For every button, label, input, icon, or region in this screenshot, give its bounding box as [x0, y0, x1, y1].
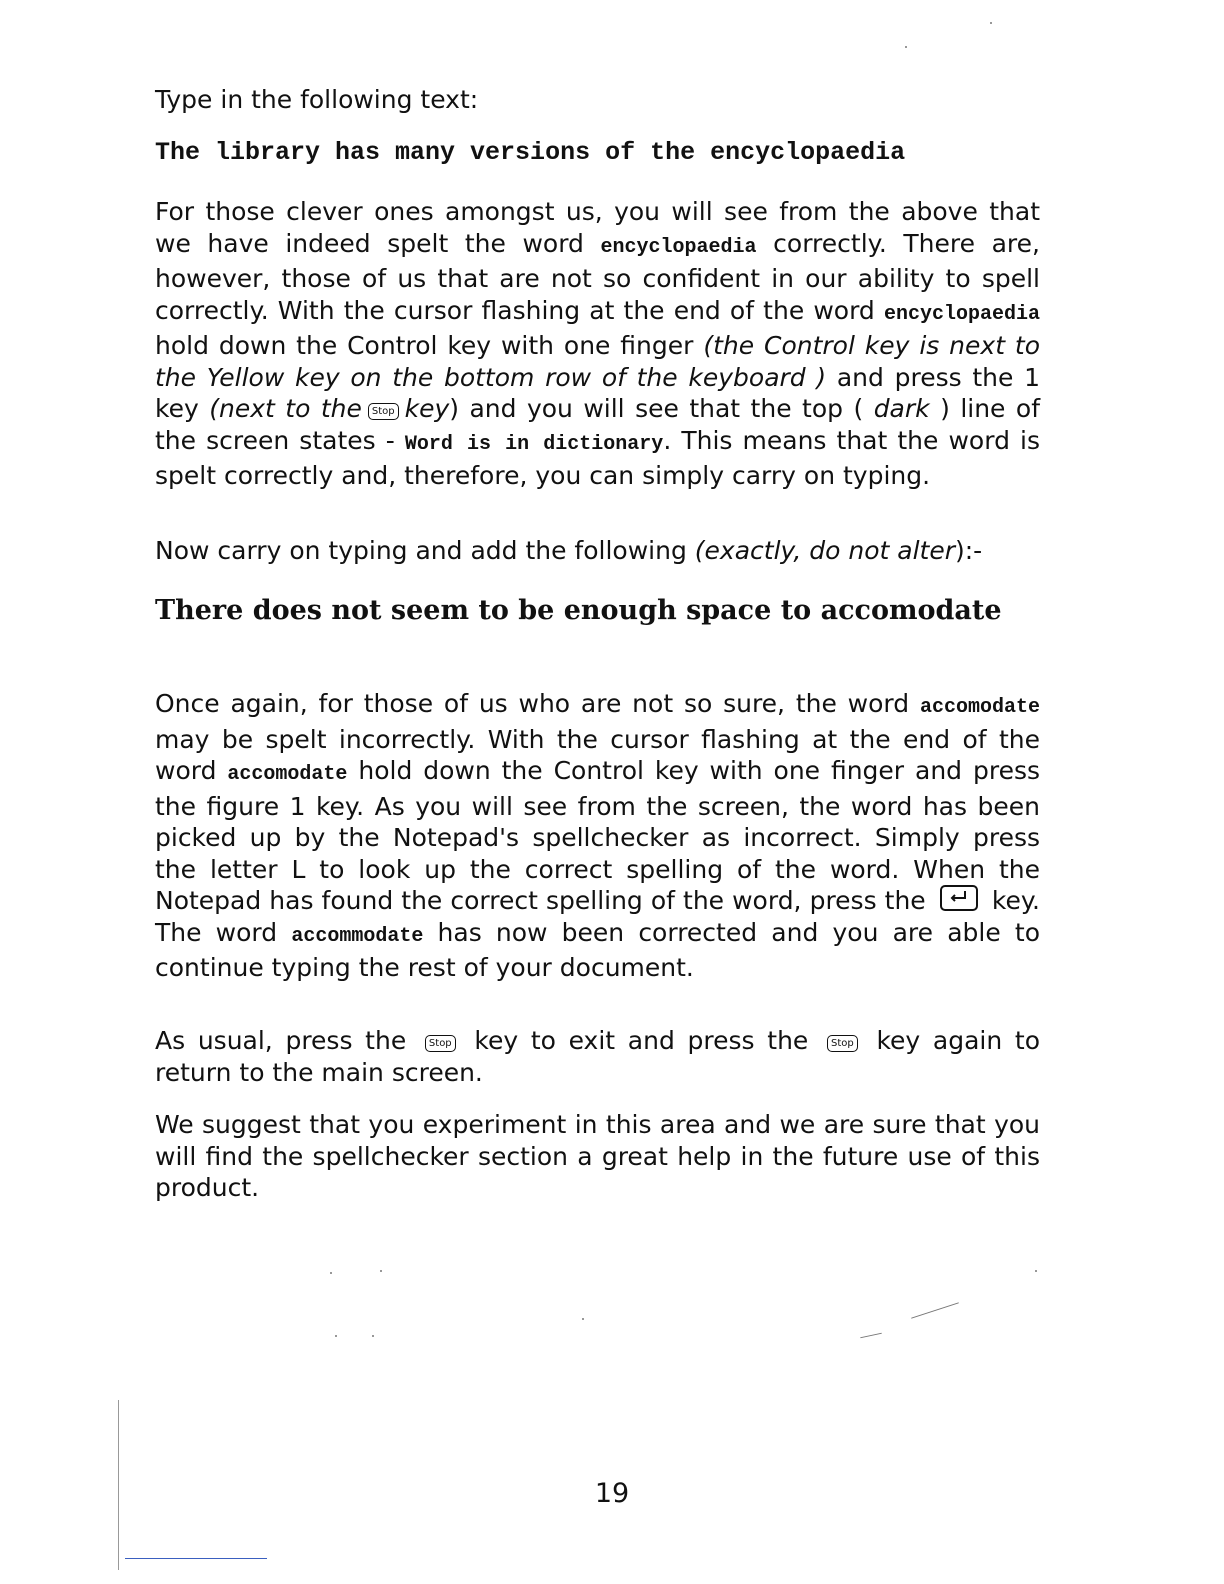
p1-italic-1: (the Control key is next to the Yellow key on the bottom row of the keyboard ) — [155, 331, 1040, 392]
stop-key-icon: Stop — [827, 1035, 858, 1052]
p2-text-2: ):- — [955, 536, 983, 565]
enter-arrow-icon — [949, 890, 969, 904]
p3-word-2: accomodate — [227, 763, 348, 786]
p3-text-1: Once again, for those of us who are not so sure, the word — [155, 689, 910, 718]
page-number: 19 — [594, 1478, 630, 1509]
scan-speck — [380, 1270, 382, 1272]
scan-speck — [582, 1318, 584, 1320]
p1-text-3: hold down the Control key with one finger — [155, 331, 694, 360]
p3-text-5: has now been corrected and you are able to continue typing the rest of your document. — [155, 917, 1040, 982]
p4-text-2: key to exit and press the — [474, 1026, 809, 1055]
paragraph-suggestion: We suggest that you experiment in this area and we are sure that you will find the spellchecker section a great help in the future use of this product. — [155, 1110, 1040, 1202]
p1-text-6: ) line of the screen states - — [155, 394, 1040, 455]
scan-speck — [335, 1335, 337, 1337]
sample-text: The library has many versions of the encyclopaedia — [155, 138, 906, 167]
p1-word-1: encyclopaedia — [600, 235, 757, 259]
stop-key-icon: Stop — [368, 403, 399, 420]
scan-speck — [1035, 1270, 1037, 1272]
scan-bottom-rule — [125, 1558, 267, 1559]
p1-word-2: encyclopaedia — [883, 302, 1040, 326]
scan-speck — [990, 22, 992, 24]
p4-text-3: key again to return to the main screen. — [155, 1026, 1040, 1087]
p2-italic-1: (exactly, do not alter — [694, 536, 955, 565]
p3-word-1: accomodate — [919, 696, 1040, 719]
paragraph-incorrect-spelling — [155, 688, 1040, 984]
p2-text-1: Now carry on typing and add the following — [155, 536, 687, 565]
p3-word-3: accommodate — [291, 924, 424, 948]
p1-italic-4: dark — [873, 394, 930, 423]
enter-key-icon — [940, 885, 978, 911]
paragraph-spellcheck-intro — [155, 196, 1040, 492]
sample-text-2: There does not seem to be enough space to accomodate — [155, 595, 1002, 626]
p1-text-7: . This means that the word is spelt correctly and, therefore, you can simply carry on typing. — [155, 425, 1040, 490]
instruction-line: Type in the following text: — [155, 85, 479, 114]
p3-text-4: key. The word — [155, 886, 1041, 947]
scan-margin-line — [118, 1400, 119, 1570]
p1-italic-2: (next to the — [209, 394, 362, 423]
p3-text-3: hold down the Control key with one finger and press the figure 1 key. As you will see from the screen, the word has been picked up by the Notepad's spellchecker as incorrect. Simply press the letter L to look up the correct spelling of the word. When the Notepad has found the correct spelling of the word, press the — [155, 756, 1041, 915]
p1-text-2: correctly. There are, however, those of us that are not so confident in our ability to spell correctly. With the cursor flashing at the end of the word — [155, 228, 1040, 325]
p1-text-5: ) and you will see that the top ( — [449, 394, 864, 423]
stop-key-icon: Stop — [425, 1035, 456, 1052]
p1-text-4: and press the 1 key — [155, 362, 1040, 423]
scan-speck — [372, 1335, 374, 1337]
p4-text-1: As usual, press the — [155, 1026, 407, 1055]
scan-speck — [860, 1333, 882, 1339]
p1-italic-3: key — [404, 394, 450, 423]
scan-speck — [911, 1302, 959, 1318]
paragraph-carry-on — [155, 535, 1040, 567]
paragraph-exit — [155, 1025, 1040, 1088]
p1-text-1: For those clever ones amongst us, you will see from the above that we have indeed spelt the word — [155, 197, 1040, 258]
p3-text-2: may be spelt incorrectly. With the cursor flashing at the end of the word — [155, 724, 1040, 785]
scan-speck — [905, 46, 907, 48]
p1-screen-message: Word is in dictionary — [404, 432, 664, 456]
scan-speck — [330, 1272, 332, 1274]
